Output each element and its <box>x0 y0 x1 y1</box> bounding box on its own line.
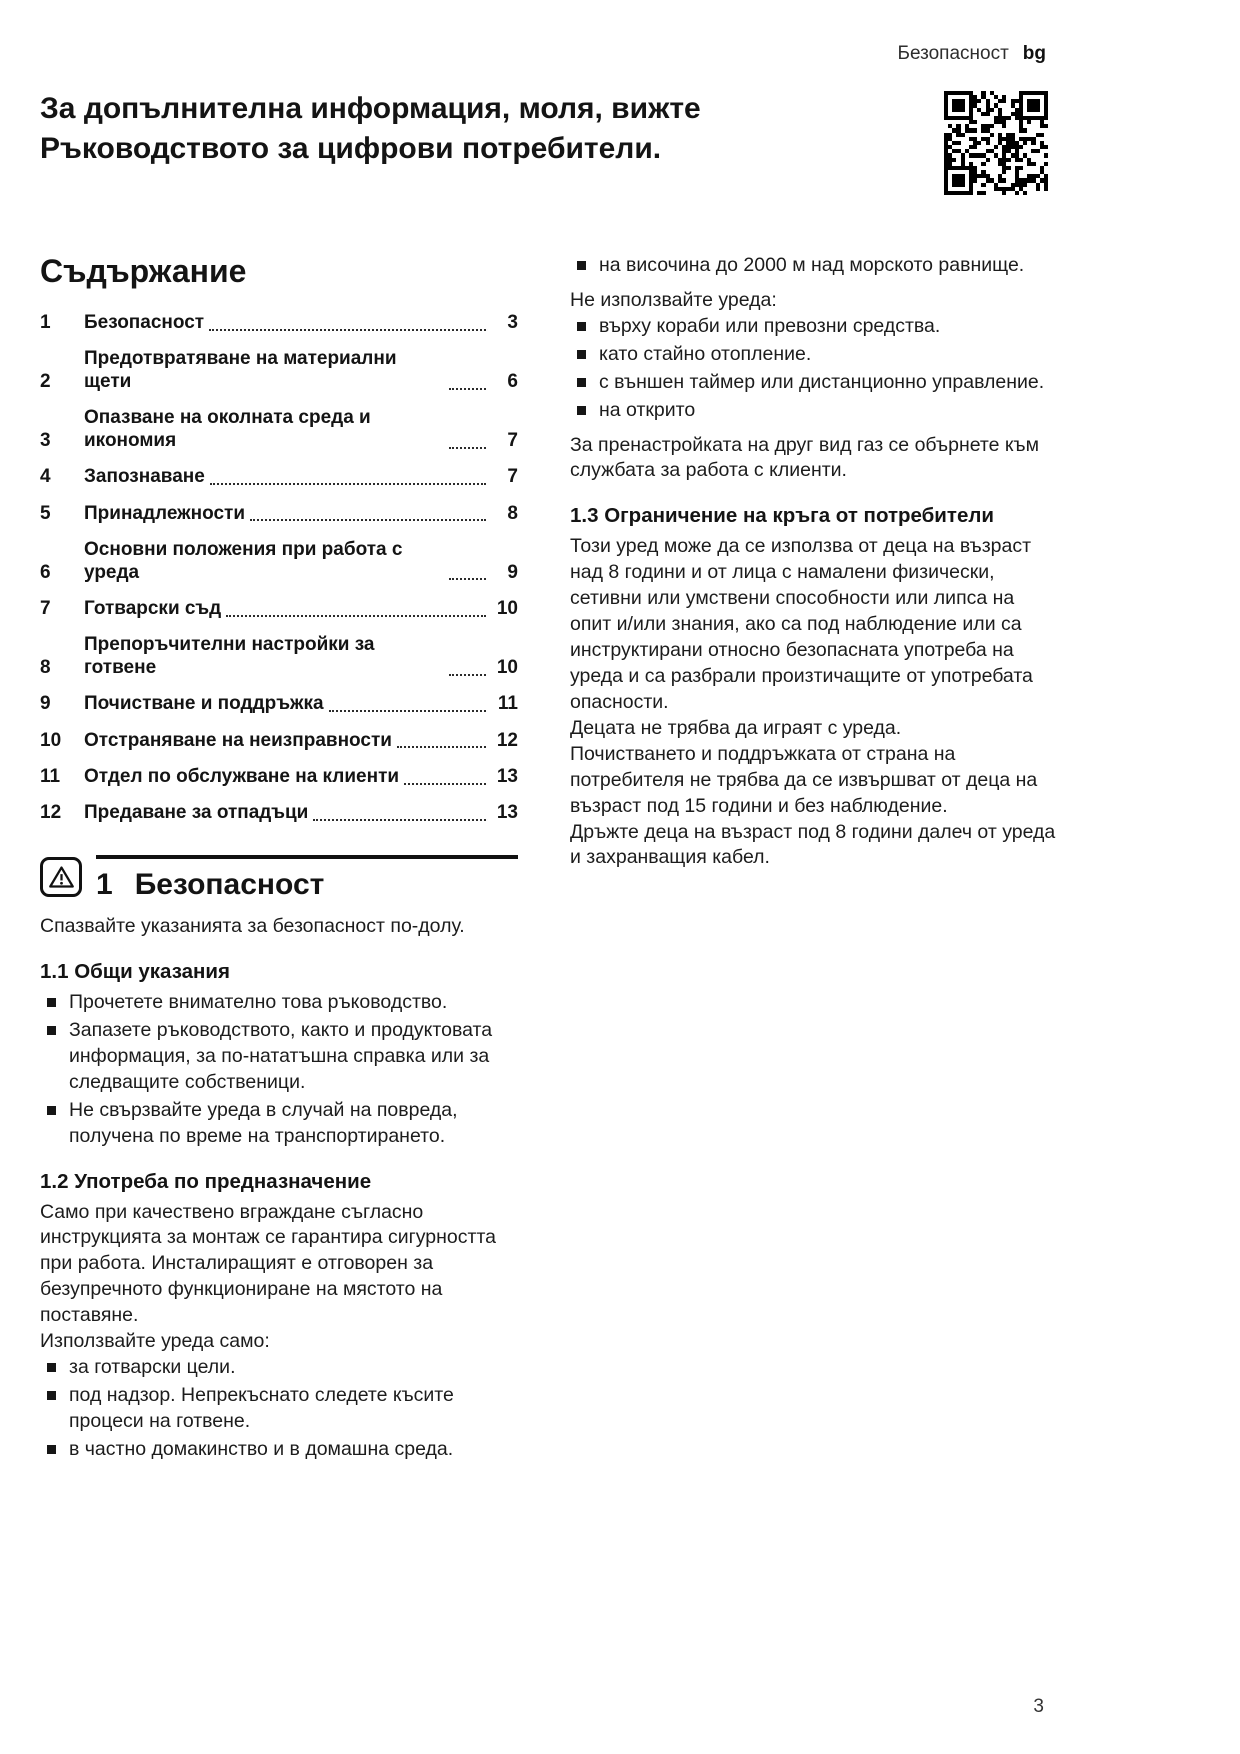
section-title <box>96 868 518 902</box>
toc-item-number: 3 <box>40 429 51 451</box>
toc-item <box>40 634 518 680</box>
intro-block <box>0 63 1240 195</box>
square-bullet-icon <box>47 1445 56 1454</box>
subsection-1-3-paragraph: Дръжте деца на възраст под 8 години далеч от уреда и захранващия кабел. <box>570 820 1056 869</box>
toc-item-number: 6 <box>40 561 51 583</box>
square-bullet-icon <box>577 261 586 270</box>
toc-item <box>40 802 518 825</box>
toc-item-page: 3 <box>507 311 518 333</box>
list-item <box>40 1098 518 1150</box>
toc-item-label: Принадлежности <box>84 502 246 524</box>
toc-leader-dots <box>449 674 486 676</box>
list-item <box>40 1355 518 1381</box>
list-item-text: на височина до 2000 м над морското равнище. <box>599 254 1025 276</box>
toc-leader-dots <box>226 615 486 617</box>
toc-item <box>40 766 518 789</box>
list-item-text: с външен таймер или дистанционно управление. <box>599 370 1045 393</box>
list-item-text: като стайно отопление. <box>599 342 812 365</box>
warning-triangle-icon <box>40 857 82 897</box>
toc-item-page: 9 <box>507 561 518 583</box>
list-item-text: върху кораби или превозни средства. <box>599 314 941 337</box>
list-item <box>40 1018 518 1096</box>
toc-item <box>40 466 518 489</box>
toc-item-page: 13 <box>496 765 518 787</box>
toc-item <box>40 693 518 716</box>
subsection-1-1-title: 1.1 Общи указания <box>40 959 230 983</box>
toc-item-label: Препоръчителни настройки за готвене <box>84 634 375 679</box>
toc-leader-dots <box>449 578 486 580</box>
toc-leader-dots <box>449 388 486 390</box>
toc-item-number: 9 <box>40 693 51 715</box>
toc-item <box>40 503 518 526</box>
list-item <box>570 370 1056 396</box>
toc-leader-dots <box>250 519 486 521</box>
list-item <box>40 1383 518 1435</box>
list-item <box>570 342 1056 368</box>
square-bullet-icon <box>47 998 56 1007</box>
toc-item-number: 10 <box>40 729 62 751</box>
square-bullet-icon <box>47 1363 56 1372</box>
section-lead-paragraph: Спазвайте указанията за безопасност по-долу. <box>40 915 465 938</box>
page-number: 3 <box>1033 1696 1044 1717</box>
toc-item-number: 4 <box>40 466 51 488</box>
subsection-1-3-paragraph: Почистването и поддръжката от страна на потребителя не трябва да се извършват от деца на възраст под 15 години и без наблюдение. <box>570 742 1038 817</box>
list-item-text: за готварски цели. <box>69 1356 236 1379</box>
list-item <box>570 253 1056 279</box>
toc-item <box>40 539 518 585</box>
column-left <box>40 253 518 1465</box>
list-item <box>570 398 1056 424</box>
qr-code-image <box>944 91 1048 195</box>
use-only-intro: Използвайте уреда само: <box>40 1330 270 1353</box>
toc-item-page: 11 <box>497 693 518 715</box>
section-title-text: Безопасност <box>134 868 325 902</box>
content-columns <box>0 195 1240 1465</box>
section-heading-safety <box>40 855 518 902</box>
section-rule <box>96 855 518 859</box>
toc-item-page: 10 <box>496 657 518 679</box>
toc-item-label: Основни положения при работа с уреда <box>84 538 403 583</box>
subsection-1-2-paragraph: Само при качествено вграждане съгласно инструкцията за монтаж се гарантира сигурността при работа. Инсталиращият е отговорен за безупречното функциониране на мястото на поставяне. <box>40 1200 497 1327</box>
toc-leader-dots <box>313 819 486 821</box>
toc-item-label: Безопасност <box>84 311 205 333</box>
toc-title: Съдържание <box>40 253 247 289</box>
toc-item <box>40 598 518 621</box>
qr-code-frame <box>944 91 1048 195</box>
list-item-text: на открито <box>599 398 696 421</box>
toc-item <box>40 348 518 394</box>
toc-leader-dots <box>209 329 486 331</box>
subsection-1-3-paragraph: Децата не трябва да играят с уреда. <box>570 716 902 739</box>
toc-item-number: 7 <box>40 597 51 619</box>
toc-leader-dots <box>210 483 486 485</box>
square-bullet-icon <box>577 406 586 415</box>
section-heading-right <box>96 855 518 902</box>
toc-leader-dots <box>449 447 486 449</box>
toc-item <box>40 730 518 753</box>
toc-item-label: Опазване на околната среда и икономия <box>84 407 371 451</box>
list-item-text: Запазете ръководството, както и продуктовата информация, за по-нататъшна справка или за следващите собственици. <box>69 1018 493 1093</box>
subsection-1-3-title: 1.3 Ограничение на кръга от потребители <box>570 504 994 528</box>
square-bullet-icon <box>577 350 586 359</box>
subsection-1-2-title: 1.2 Употреба по предназначение <box>40 1169 372 1193</box>
toc-item-label: Отдел по обслужване на клиенти <box>84 765 400 787</box>
toc-leader-dots <box>329 710 486 712</box>
running-header <box>0 0 1240 63</box>
toc-item-page: 8 <box>507 502 518 524</box>
toc-item-label: Почистване и поддръжка <box>84 693 324 715</box>
header-section-label: Безопасност <box>897 43 1009 64</box>
toc-item-page: 12 <box>496 729 518 751</box>
gas-conversion-note: За пренастройката на друг вид газ се обърнете към службата за работа с клиенти. <box>570 433 1040 482</box>
dont-use-intro: Не използвайте уреда: <box>570 288 777 311</box>
toc-item-page: 7 <box>507 466 518 488</box>
square-bullet-icon <box>47 1026 56 1035</box>
page-title: За допълнителна информация, моля, вижте Ръководството за цифрови потребители. <box>40 92 701 166</box>
list-item <box>40 990 518 1016</box>
toc-item-label: Предотвратяване на материални щети <box>84 348 397 392</box>
toc-item-number: 12 <box>40 802 62 824</box>
toc-item-label: Отстраняване на неизправности <box>84 729 392 751</box>
square-bullet-icon <box>47 1391 56 1400</box>
toc-item-number: 8 <box>40 657 51 679</box>
table-of-contents <box>40 312 518 825</box>
toc-item-label: Запознаване <box>84 466 205 488</box>
section-number: 1 <box>96 868 113 902</box>
toc-leader-dots <box>397 746 486 748</box>
toc-item-label: Предаване за отпадъци <box>84 802 309 824</box>
toc-item-label: Готварски съд <box>84 597 222 619</box>
square-bullet-icon <box>47 1106 56 1115</box>
list-item <box>570 314 1056 340</box>
list-item-text: под надзор. Непрекъснато следете късите процеси на готвене. <box>69 1383 454 1432</box>
toc-item-number: 1 <box>40 311 51 333</box>
subsection-1-3-paragraph: Този уред може да се използва от деца на възраст над 8 години и от лица с намалени физически, сетивни или умствени способности или липса на опит и/или знания, ако са под наблюдение или са инструктирани относно безопасната употреба на уреда и са разбрали произтичащите от употребата опасности. <box>570 535 1033 713</box>
column-right <box>570 253 1056 871</box>
toc-item-page: 6 <box>507 370 518 392</box>
toc-item-page: 10 <box>496 597 518 619</box>
list-item <box>40 1437 518 1463</box>
toc-leader-dots <box>404 783 486 785</box>
toc-item-number: 11 <box>40 765 61 787</box>
toc-item <box>40 407 518 453</box>
list-item-text: Прочетете внимателно това ръководство. <box>69 990 448 1013</box>
list-item-text: Не свързвайте уреда в случай на повреда, получена по време на транспортирането. <box>69 1098 458 1147</box>
header-language-code: bg <box>1022 43 1046 64</box>
toc-item-number: 2 <box>40 370 51 392</box>
square-bullet-icon <box>577 322 586 331</box>
list-item-text: в частно домакинство и в домашна среда. <box>69 1437 454 1460</box>
toc-item-page: 7 <box>507 429 518 451</box>
square-bullet-icon <box>577 378 586 387</box>
toc-item-number: 5 <box>40 502 51 524</box>
toc-item <box>40 312 518 335</box>
toc-item-page: 13 <box>496 802 518 824</box>
